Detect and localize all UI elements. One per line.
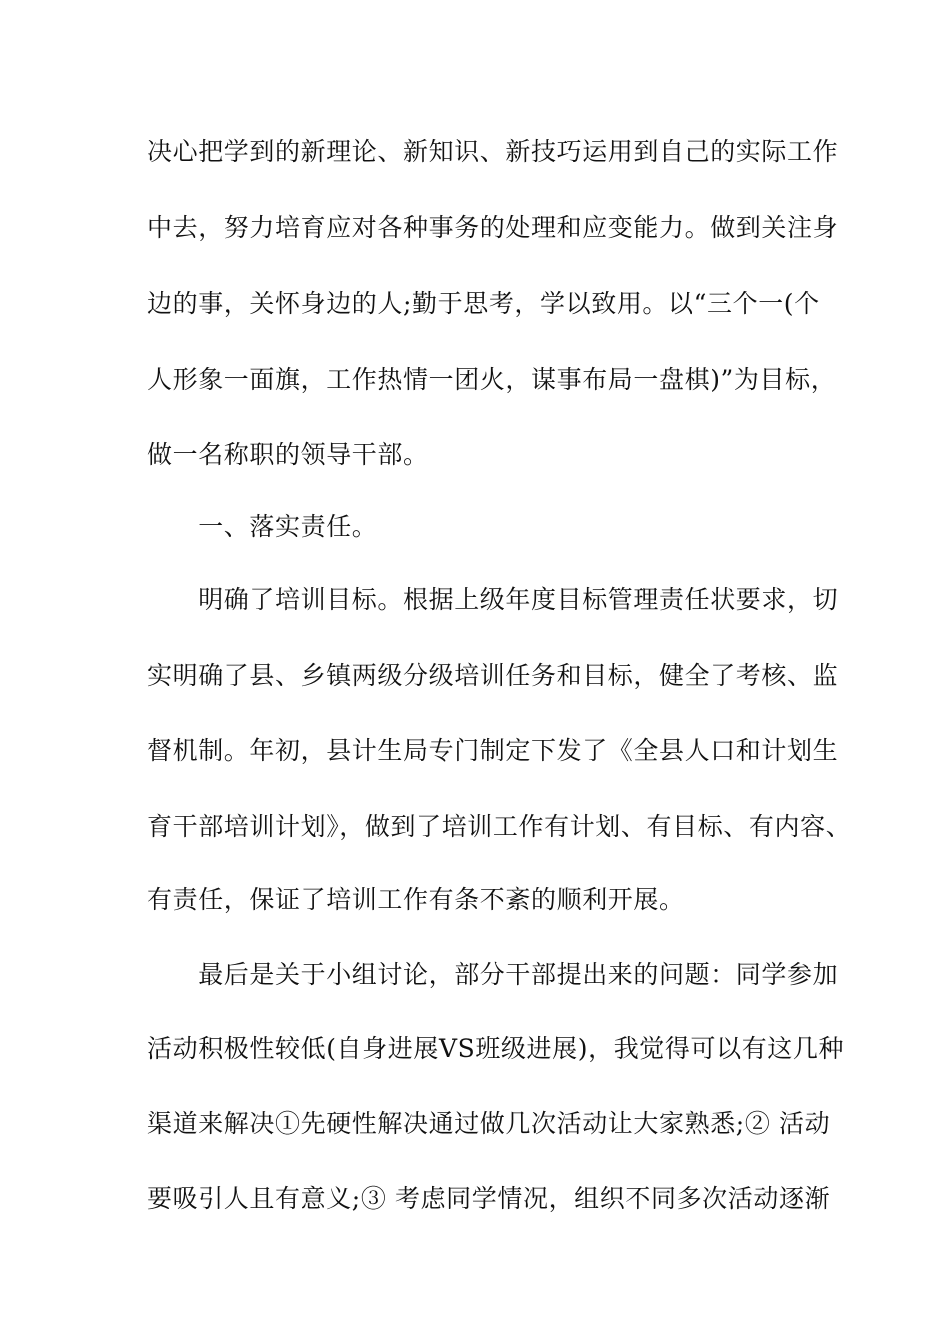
text-line: 要吸引人且有意义;③ 考虑同学情况，组织不同多次活动逐渐 <box>147 1184 831 1213</box>
text-line: 督机制。年初，县计生局专门制定下发了《全县人口和计划生 <box>147 736 839 765</box>
text-line: 最后是关于小组讨论，部分干部提出来的问题：同学参加 <box>147 960 839 989</box>
text-line: 育干部培训计划》，做到了培训工作有计划、有目标、有内容、 <box>147 812 852 841</box>
section-heading: 一、落实责任。 <box>147 512 378 541</box>
text-line: 边的事，关怀身边的人;勤于思考，学以致用。以“三个一(个 <box>147 289 820 318</box>
text-line: 有责任，保证了培训工作有条不紊的顺利开展。 <box>147 885 685 914</box>
text-line: 中去，努力培育应对各种事务的处理和应变能力。做到关注身 <box>147 213 839 242</box>
text-line: 实明确了县、乡镇两级分级培训任务和目标，健全了考核、监 <box>147 661 839 690</box>
text-line: 活动积极性较低(自身进展VS班级进展)，我觉得可以有这几种 <box>147 1034 845 1063</box>
text-line: 明确了培训目标。根据上级年度目标管理责任状要求，切 <box>147 585 839 614</box>
text-line: 人形象一面旗，工作热情一团火，谋事布局一盘棋)”为目标， <box>147 365 837 394</box>
text-line: 做一名称职的领导干部。 <box>147 440 429 469</box>
text-line: 渠道来解决①先硬性解决通过做几次活动让大家熟悉;② 活动 <box>147 1109 831 1138</box>
text-line: 决心把学到的新理论、新知识、新技巧运用到自己的实际工作 <box>147 137 839 166</box>
